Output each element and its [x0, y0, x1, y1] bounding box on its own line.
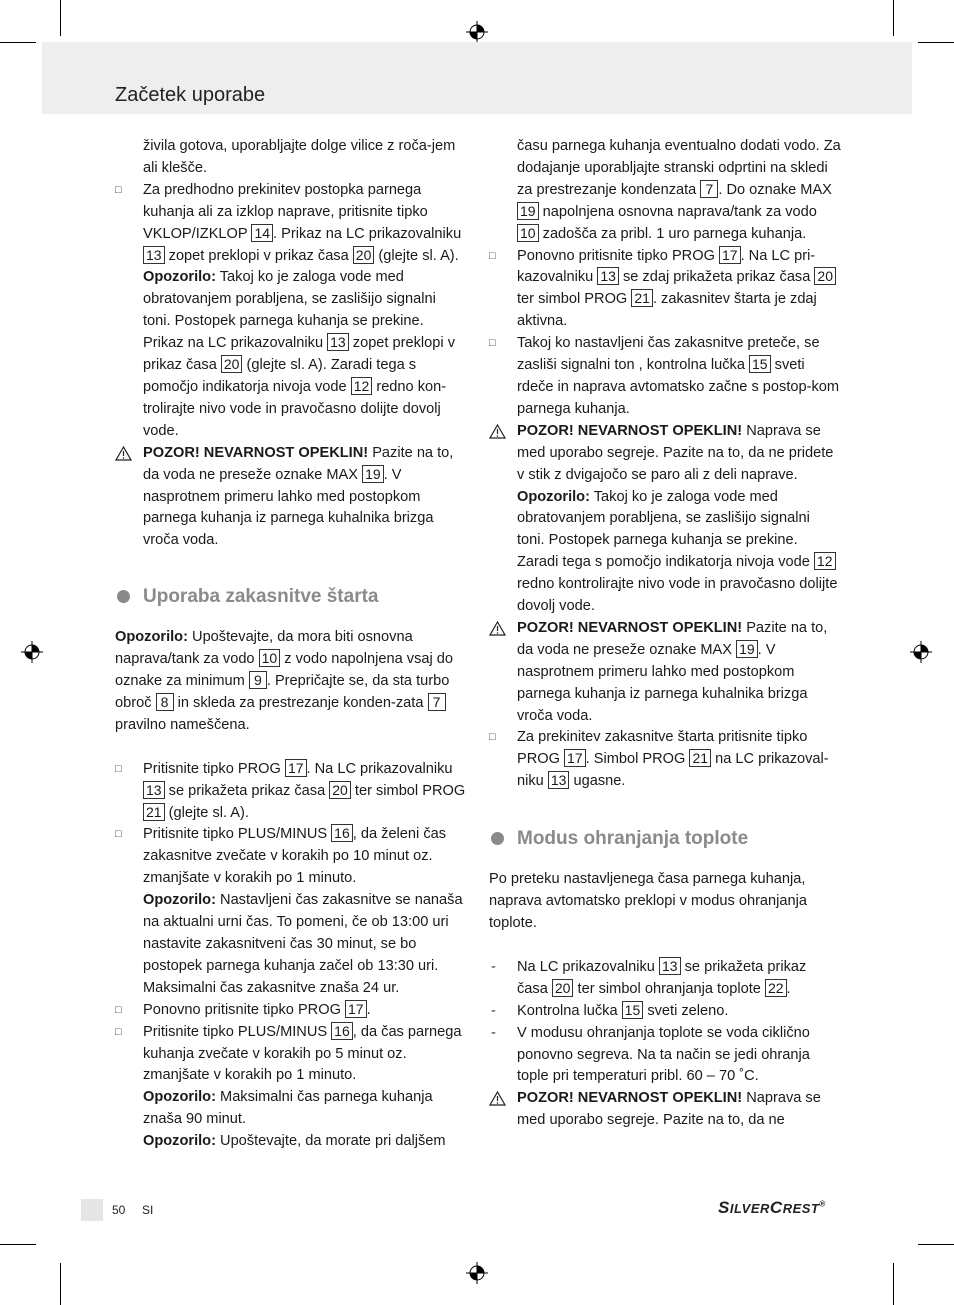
- crop-mark: [60, 1263, 61, 1305]
- heading-bullet-icon: [491, 832, 504, 845]
- text: z vodo napolnjena vsaj do oznake za minimum: [115, 651, 454, 690]
- ref-number: 19: [736, 640, 758, 658]
- text: .: [366, 1001, 371, 1018]
- note-label: Opozorilo:: [115, 629, 188, 646]
- note-label: Opozorilo:: [143, 1133, 216, 1150]
- ref-number: 13: [659, 957, 681, 975]
- note-label: Opozorilo:: [517, 488, 590, 505]
- text: sveti rdeče in naprava avtomatsko začne s postop-kom parnega kuhanja.: [517, 357, 840, 417]
- dash-marker: -: [491, 1002, 496, 1019]
- ref-number: 10: [259, 649, 281, 667]
- ref-number: 15: [622, 1001, 644, 1019]
- text: Ponovno pritisnite tipko PROG: [143, 1001, 341, 1018]
- text: Maksimalni čas parnega kuhanja znaša 90 minut.: [143, 1089, 433, 1128]
- text: pravilno nameščena.: [115, 716, 250, 733]
- text: . Prepričajte se, da sta turbo obroč: [115, 673, 450, 711]
- text: zadošča za pribl. 1 uro parnega kuhanja.: [542, 225, 807, 242]
- ref-number: 16: [331, 1022, 353, 1040]
- text: ugasne.: [573, 773, 626, 790]
- brand-logo: [718, 1198, 826, 1218]
- text: na LC prikazoval-niku: [517, 751, 829, 790]
- logo-text: REST: [782, 1201, 820, 1216]
- text: (glejte sl. A). Zaradi tega s pomočjo indikatorja nivoja vode: [143, 357, 417, 395]
- warning-label: POZOR! NEVARNOST OPEKLIN!: [517, 619, 743, 636]
- crop-mark: [893, 0, 894, 36]
- ref-number: 17: [719, 246, 741, 264]
- text: , da želeni čas zakasnitve zvečate v korakih po 10 minut oz. zmanjšate v korakih po 1 minuto.: [143, 826, 447, 887]
- checkbox-square-icon: □: [115, 1003, 122, 1016]
- heading-text: Uporaba zakasnitve štarta: [143, 586, 379, 608]
- warning-item: [115, 443, 467, 553]
- text: Upoštevajte, da morate pri daljšem: [220, 1133, 446, 1150]
- list-item: [115, 759, 467, 825]
- text: Pritisnite tipko PROG: [143, 760, 281, 777]
- text: . Na LC pri-kazovalniku: [517, 247, 816, 286]
- list-item: [115, 180, 467, 443]
- heading-text: Modus ohranjanja toplote: [517, 828, 749, 850]
- text: . Na LC prikazovalniku: [306, 760, 453, 777]
- text: Naprava se med uporabo segreje. Pazite na to, da ne: [517, 1090, 821, 1129]
- warning-item: [489, 618, 841, 728]
- text: ter simbol PROG: [354, 782, 466, 799]
- text: se prikažeta prikaz časa: [517, 958, 807, 997]
- warning-item: [489, 1088, 841, 1132]
- warning-triangle-icon: [489, 621, 506, 636]
- warning-triangle-icon: [489, 1091, 506, 1106]
- note-label: Opozorilo:: [143, 892, 216, 909]
- text: Naprava se med uporabo segreje. Pazite na to, da ne pridete v stik z dvigajočo se paro ali z deli naprave.: [517, 422, 834, 483]
- warning-label: POZOR! NEVARNOST OPEKLIN!: [517, 1090, 743, 1107]
- list-item: [489, 333, 841, 421]
- crop-mark: [893, 1263, 894, 1305]
- ref-number: 17: [564, 749, 586, 767]
- list-item: [489, 957, 841, 1001]
- crop-mark: [918, 1244, 954, 1245]
- heading-bullet-icon: [117, 590, 130, 603]
- text: se prikažeta prikaz časa: [168, 782, 326, 799]
- text: Ponovno pritisnite tipko PROG: [517, 247, 715, 264]
- text: . Prikaz na LC prikazovalniku: [273, 225, 462, 242]
- text: Takoj ko je zaloga vode med obratovanjem porabljena, se zaslišijo signalni toni. Postopek parnega kuhanja se prekine. Prikaz na LC prikazovalniku: [143, 269, 436, 352]
- text: sveti zeleno.: [647, 1002, 729, 1019]
- ref-number: 17: [285, 759, 307, 777]
- ref-number: 20: [221, 355, 243, 373]
- logo-text: ILVER: [729, 1201, 770, 1216]
- checkbox-square-icon: □: [115, 1025, 122, 1038]
- checkbox-square-icon: □: [115, 183, 122, 196]
- checkbox-square-icon: □: [115, 762, 122, 775]
- text: in skleda za prestrezanje konden-zata: [177, 694, 424, 711]
- text: Takoj ko nastavljeni čas zakasnitve preteče, se zasliši signalni ton , kontrolna lučka: [517, 335, 820, 374]
- paragraph: [115, 627, 467, 737]
- checkbox-square-icon: □: [489, 731, 496, 744]
- paragraph: [489, 136, 841, 246]
- list-item: [489, 1023, 841, 1089]
- text: Za predhodno prekinitev postopka parnega kuhanja ali za izklop naprave, pritisnite tipko VKLOP/IZKLOP: [143, 181, 428, 242]
- checkbox-square-icon: □: [115, 828, 122, 841]
- text: Pazite na to, da voda ne preseže oznake MAX: [143, 444, 454, 483]
- ref-number: 12: [814, 552, 836, 570]
- warning-label: POZOR! NEVARNOST OPEKLIN!: [143, 444, 369, 461]
- registration-mark-icon: [21, 641, 43, 663]
- text: .: [786, 980, 791, 997]
- registration-mark-icon: [466, 1262, 488, 1284]
- logo-text: S: [718, 1198, 730, 1217]
- crop-mark: [60, 0, 61, 36]
- checkbox-square-icon: □: [489, 249, 496, 262]
- text: času parnega kuhanja eventualno dodati vodo. Za dodajanje uporabljajte stranski odprtini na skledi za prestrezanje kondenzata: [517, 138, 841, 198]
- text: ter simbol PROG: [517, 291, 628, 308]
- list-item: [489, 1001, 841, 1023]
- ref-number: 22: [765, 979, 787, 997]
- ref-number: 17: [345, 1000, 367, 1018]
- left-column: [115, 136, 467, 1153]
- warning-triangle-icon: [489, 424, 506, 439]
- ref-number: 13: [597, 267, 619, 285]
- text: Nastavljeni čas zakasnitve se nanaša na aktualni urni čas. To pomeni, če ob 13:00 uri nastavite zakasnitveni čas 30 minut, se bo postopek parnega kuhanja začel ob 13:30 uri. Maksimalni čas zakasnitve znaša 24 ur.: [143, 892, 463, 996]
- ref-number: 13: [143, 246, 165, 264]
- ref-number: 21: [143, 803, 165, 821]
- dash-marker: -: [491, 958, 496, 975]
- text: zopet preklopi v prikaz časa: [168, 247, 349, 264]
- crop-mark: [0, 1244, 36, 1245]
- text: napolnjena osnovna naprava/tank za vodo: [542, 203, 817, 220]
- text: Upoštevajte, da mora biti osnovna naprava/tank za vodo: [115, 629, 413, 668]
- list-item: [115, 1000, 467, 1022]
- text: Pazite na to, da voda ne preseže oznake MAX: [517, 619, 828, 658]
- note-label: Opozorilo:: [143, 269, 216, 286]
- text: Pritisnite tipko PLUS/MINUS: [143, 1023, 328, 1040]
- text: Za prekinitev zakasnitve štarta pritisnite tipko PROG: [517, 729, 808, 768]
- ref-number: 8: [156, 693, 174, 711]
- ref-number: 13: [327, 333, 349, 351]
- text: . Simbol PROG: [585, 751, 686, 768]
- text: Takoj ko je zaloga vode med obratovanjem porabljena, se zaslišijo signalni toni. Postopek parnega kuhanja se prekine. Zaradi tega s pomočjo indikatorja nivoja vode: [517, 488, 810, 571]
- ref-number: 9: [249, 671, 267, 689]
- text: zopet preklopi v prikaz časa: [143, 335, 455, 374]
- page-title: Začetek uporabe: [115, 84, 266, 106]
- page-number: 50: [112, 1203, 126, 1217]
- note-label: Opozorilo:: [143, 1089, 216, 1106]
- logo-text: C: [769, 1198, 783, 1217]
- list-item: [489, 246, 841, 334]
- text: . V nasprotnem primeru lahko med postopkom parnega kuhanja iz parnega kuhalnika brizga vroča voda.: [517, 641, 808, 724]
- text: . Do oznake MAX: [718, 181, 832, 198]
- text: V modusu ohranjanja toplote se voda ciklično ponovno segreva. Na ta način se jedi ohranja tople pri temperaturi pribl. 60 – 70 ˚C.: [517, 1024, 810, 1085]
- ref-number: 14: [251, 224, 273, 242]
- ref-number: 16: [331, 824, 353, 842]
- list-item: [115, 1022, 467, 1153]
- warning-item: [489, 421, 841, 618]
- text: . zakasnitev štarta je zdaj aktivna.: [517, 291, 817, 330]
- ref-number: 13: [143, 781, 165, 799]
- ref-number: 21: [631, 289, 653, 307]
- crop-mark: [918, 42, 954, 43]
- text: , da čas parnega kuhanja zvečate v korakih po 5 minut oz. zmanjšate v korakih po 1 minuto.: [143, 1023, 462, 1084]
- text: (glejte sl. A).: [168, 804, 249, 821]
- ref-number: 20: [329, 781, 351, 799]
- registration-mark-icon: [466, 21, 488, 43]
- crop-mark: [0, 42, 36, 43]
- ref-number: 12: [351, 377, 373, 395]
- warning-triangle-icon: [115, 446, 132, 461]
- ref-number: 20: [552, 979, 574, 997]
- language-code: SI: [142, 1203, 154, 1217]
- section-heading: [489, 827, 841, 851]
- paragraph: živila gotova, uporabljajte dolge vilice z roča-jem ali klešče.: [143, 138, 456, 176]
- right-column: [489, 136, 841, 1132]
- ref-number: 20: [353, 246, 375, 264]
- ref-number: 10: [517, 224, 539, 242]
- text: redno kon-trolirajte nivo vode in pravočasno dolijte dovolj vode.: [143, 378, 447, 439]
- text: Kontrolna lučka: [517, 1002, 618, 1019]
- ref-number: 20: [814, 267, 836, 285]
- ref-number: 7: [428, 693, 446, 711]
- paragraph: Po preteku nastavljenega časa parnega kuhanja, naprava avtomatsko preklopi v modus ohranjanja toplote.: [489, 871, 807, 931]
- section-heading: [115, 585, 467, 609]
- text: se zdaj prikažeta prikaz časa: [622, 269, 811, 286]
- ref-number: 13: [548, 771, 570, 789]
- checkbox-square-icon: □: [489, 337, 496, 350]
- text: redno kontrolirajte nivo vode in pravočasno dolijte dovolj vode.: [517, 576, 838, 615]
- text: Pritisnite tipko PLUS/MINUS: [143, 826, 328, 843]
- ref-number: 15: [749, 355, 771, 373]
- ref-number: 19: [517, 202, 539, 220]
- text: Na LC prikazovalniku: [517, 958, 655, 975]
- text: ter simbol ohranjanja toplote: [577, 980, 761, 997]
- warning-label: POZOR! NEVARNOST OPEKLIN!: [517, 422, 743, 439]
- ref-number: 21: [689, 749, 711, 767]
- page-number-box: [81, 1199, 103, 1221]
- list-item: [489, 727, 841, 793]
- text: (glejte sl. A).: [378, 247, 459, 264]
- registered-mark: ®: [819, 1199, 826, 1209]
- list-item: [115, 824, 467, 999]
- dash-marker: -: [491, 1024, 496, 1041]
- ref-number: 7: [700, 180, 718, 198]
- text: . V nasprotnem primeru lahko med postopkom parnega kuhanja iz parnega kuhalnika brizga vroča voda.: [143, 466, 434, 549]
- ref-number: 19: [362, 465, 384, 483]
- registration-mark-icon: [910, 641, 932, 663]
